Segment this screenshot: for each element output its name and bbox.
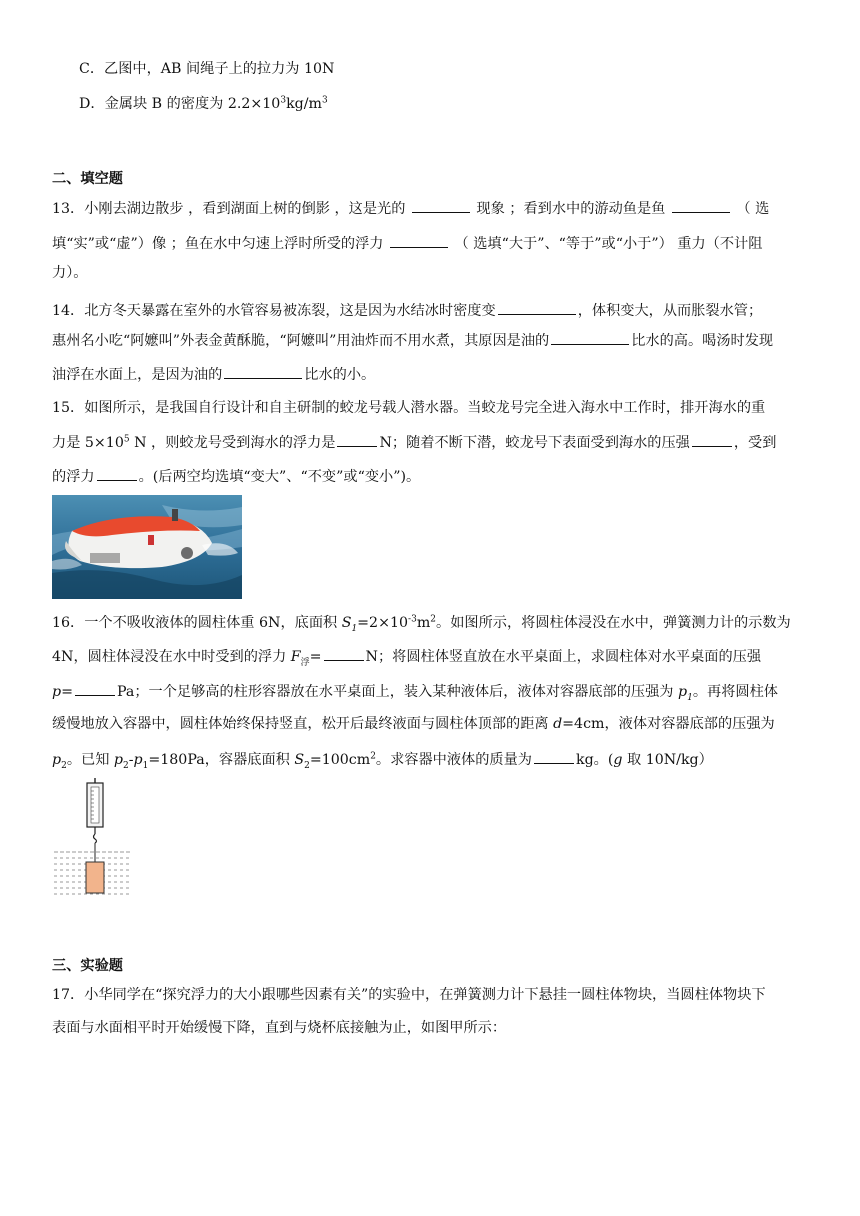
answer-blank[interactable] — [551, 330, 629, 345]
answer-blank[interactable] — [692, 432, 732, 447]
option-c: C．乙图中，AB 间绳子上的拉力为 10N — [79, 61, 335, 77]
section-title-fill-blank: 二、填空题 — [52, 171, 123, 187]
option-d: D．金属块 B 的密度为 $2.2\times 10^3kg/m^3$ — [79, 95, 328, 112]
spring-scale-figure — [52, 778, 134, 896]
question-17-line-1: 17．小华同学在“探究浮力的大小跟哪些因素有关”的实验中，在弹簧测力计下悬挂一圆柱体物块，当圆柱体物块下 — [52, 987, 766, 1003]
question-16-line-1: 16．一个不吸收液体的圆柱体重 6N，底面积 $S_1=2\times 10^{-3}m^2$。如图所示，将圆柱体浸没在水中，弹簧测力计的示数为 — [52, 614, 791, 634]
answer-blank[interactable] — [412, 198, 470, 213]
question-16-line-4: 缓慢地放入容器中，圆柱体始终保持竖直，松开后最终液面与圆柱体顶部的距离 d=4cm，液体对容器底部的压强为 — [52, 716, 775, 732]
answer-blank[interactable] — [75, 681, 115, 696]
answer-blank[interactable] — [534, 749, 574, 764]
question-15-line-3: 的浮力 。(后两空均选填“变大”、“不变”或“变小”)。 — [52, 466, 420, 486]
section-title-experiment: 三、实验题 — [52, 958, 123, 974]
answer-blank[interactable] — [324, 646, 364, 661]
answer-blank[interactable] — [498, 300, 576, 315]
question-16-line-2: 4N，圆柱体浸没在水中时受到的浮力 $F_浮= N$；将圆柱体竖直放在水平桌面上，求圆柱体对水平桌面的压强 — [52, 646, 761, 666]
answer-blank[interactable] — [390, 233, 448, 248]
submersible-photo — [52, 495, 242, 599]
question-14-line-3: 油浮在水面上，是因为油的 比水的小。 — [52, 364, 375, 384]
question-13-line-2: 填“实”或“虚”）像 ；鱼在水中匀速上浮时所受的浮力 （ 选填“大于”、“等于”或“小于”） 重力（不计阻 — [52, 233, 762, 253]
question-15-line-1: 15．如图所示，是我国自行设计和自主研制的蛟龙号载人潜水器。当蛟龙号完全进入海水中工作时，排开海水的重 — [52, 400, 766, 416]
question-15-line-2: 力是 $5\times 10^5$ N ，则蛟龙号受到海水的浮力是 N；随着不断下潜，蛟龙号下表面受到海水的压强 ，受到 — [52, 432, 776, 452]
question-13-line-1: 13．小刚去湖边散步 ，看到湖面上树的倒影 ，这是光的 现象 ；看到水中的游动鱼是鱼 （ 选 — [52, 198, 769, 218]
answer-blank[interactable] — [672, 198, 730, 213]
question-14-line-2: 惠州名小吃“阿嬷叫”外表金黄酥脆，“阿嬷叫”用油炸而不用水煮，其原因是油的 比水的高。喝汤时发现 — [52, 330, 773, 350]
question-17-line-2: 表面与水面相平时开始缓慢下降，直到与烧杯底接触为止，如图甲所示： — [52, 1020, 507, 1036]
question-16-line-3: p= Pa；一个足够高的柱形容器放在水平桌面上，装入某种液体后，液体对容器底部的压强为 $p_1$。再将圆柱体 — [52, 681, 778, 701]
question-16-line-5: $p_2$。已知 $p_2-p_1=180Pa$，容器底面积 $S_2=100cm^2$。求容器中液体的质量为 kg。(g 取 10N/kg） — [52, 749, 713, 769]
question-14-line-1: 14．北方冬天暴露在室外的水管容易被冻裂，这是因为水结冰时密度变 ，体积变大，从而胀裂水管； — [52, 300, 762, 320]
answer-blank[interactable] — [224, 364, 302, 379]
answer-blank[interactable] — [337, 432, 377, 447]
question-13-line-3: 力）。 — [52, 265, 88, 281]
answer-blank[interactable] — [97, 466, 137, 481]
